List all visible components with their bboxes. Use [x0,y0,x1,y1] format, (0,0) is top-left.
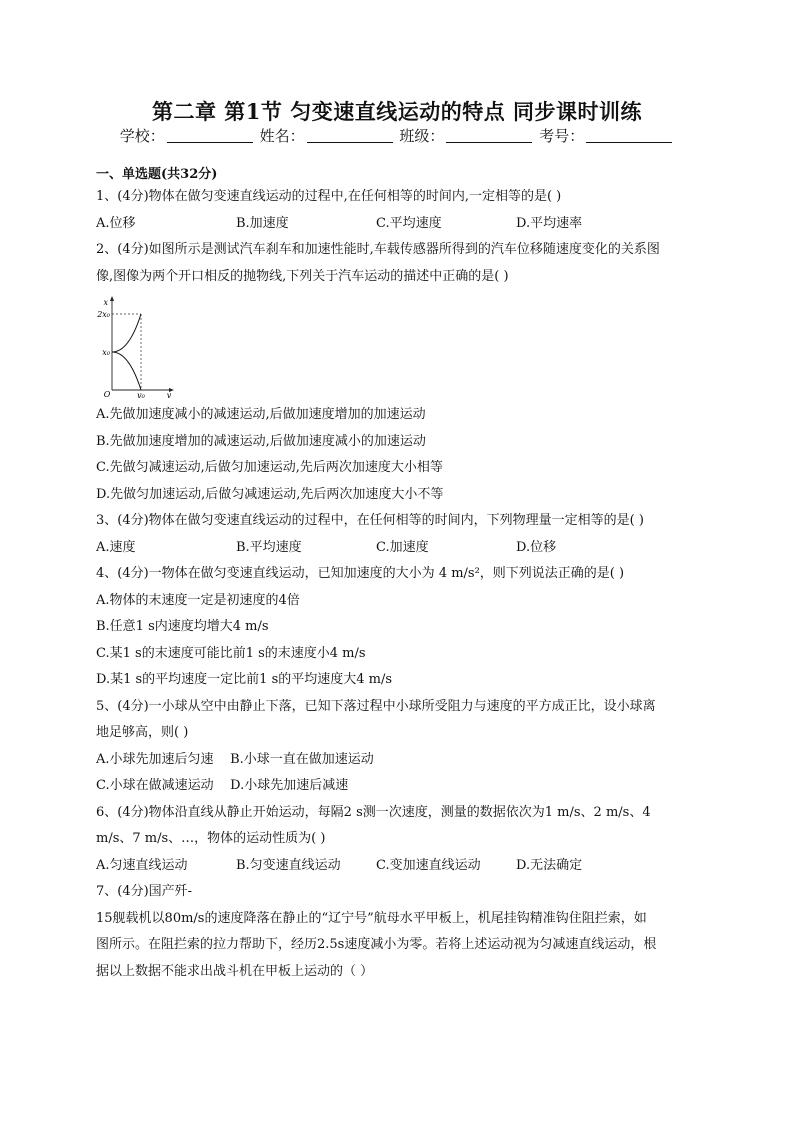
y-tick-x0: x₀ [102,348,110,357]
exam-number-blank [586,128,672,143]
option-b: B.小球一直在做加速运动 [230,751,374,767]
question-7-stem-line1: 7、(4分)国产歼- [96,884,193,899]
name-blank [307,128,393,143]
question-5-options-row2 [96,773,706,800]
question-3-stem: 3、(4分)物体在做匀变速直线运动的过程中，在任何相等的时间内，下列物理量一定相等的是( ) [96,513,644,528]
option-d: D.无法确定 [516,857,583,873]
x-axis-label: v [166,391,172,398]
class-label: 班级： [399,127,445,145]
y-tick-2x0: 2x₀ [97,310,110,319]
question-7-stem-line4: 据以上数据不能求出战斗机在甲板上运动的（ ） [96,963,374,979]
option-c: C.小球在做减速运动 [96,778,214,793]
option-c: C.加速度 [376,539,429,555]
option-d: D.位移 [516,539,557,555]
question-2-stem-line1: 2、(4分)如图所示是测试汽车刹车和加速性能时,车载传感器所得到的汽车位移随速度变化的关系图 [96,242,660,257]
question-5-stem-line2: 地足够高，则( ) [96,725,189,740]
question-4-option-c: C.某1 s的末速度可能比前1 s的末速度小4 m/s [96,645,366,661]
question-4-stem: 4、(4分)一物体在做匀变速直线运动，已知加速度的大小为 4 m/s²，则下列说法正确的是( ) [96,566,625,581]
question-2-option-b: B.先做加速度增加的减速运动,后做加速度减小的加速运动 [96,433,426,449]
option-a: A.小球先加速后匀速 [96,751,214,767]
question-4-option-a: A.物体的末速度一定是初速度的4倍 [96,592,300,608]
question-5-options-row1 [96,747,706,774]
option-a: A.匀速直线运动 [96,857,188,873]
section-heading: 一、单选题(共32分) [96,167,218,182]
x-tick-v0: v₀ [137,391,145,398]
question-6-stem-line2: m/s、7 m/s、…，物体的运动性质为( ) [96,831,326,846]
position-velocity-graph [96,294,706,398]
option-d: D.平均速率 [516,215,583,231]
option-a: A.速度 [96,539,136,555]
school-blank [167,128,253,143]
question-2-stem-line2: 像,图像为两个开口相反的抛物线,下列关于汽车运动的描述中正确的是( ) [96,268,509,284]
option-d: D.小球先加速后减速 [230,778,349,793]
option-c: C.平均速度 [376,215,442,231]
question-6-options [96,853,706,880]
exam-number-label: 考号： [539,127,585,145]
option-b: B.平均速度 [236,539,302,555]
name-label: 姓名： [259,127,305,145]
question-2-option-a: A.先做加速度减小的减速运动,后做加速度增加的加速运动 [96,407,426,422]
accelerating-curve [112,314,141,352]
question-1-options [96,211,706,238]
question-2-option-c: C.先做匀减速运动,后做匀加速运动,先后两次加速度大小相等 [96,460,443,475]
question-7-stem-line2: 15舰载机以80m/s的速度降落在静止的“辽宁号”航母水平甲板上，机尾挂钩精准钩住阻拦索，如 [96,910,647,926]
y-axis-label: x [103,298,108,307]
braking-curve [112,352,141,390]
question-4-option-b: B.任意1 s内速度均增大4 m/s [96,619,269,634]
question-5-stem-line1: 5、(4分)一小球从空中由静止下落，已知下落过程中小球所受阻力与速度的平方成正比，设小球离 [96,698,656,714]
y-axis-arrow-icon [110,296,114,301]
question-list [96,166,706,985]
question-4-option-d: D.某1 s的平均速度一定比前1 s的平均速度大4 m/s [96,672,393,687]
question-3-options [96,535,706,562]
question-2-option-d: D.先做匀加速运动,后做匀减速运动,先后两次加速度大小不等 [96,486,444,502]
student-info-row [0,125,794,146]
page-title: 第二章 第1节 匀变速直线运动的特点 同步课时训练 [151,99,643,124]
option-c: C.变加速直线运动 [376,857,481,873]
question-1-stem: 1、(4分)物体在做匀变速直线运动的过程中,在任何相等的时间内,一定相等的是( ) [96,189,562,204]
class-blank [446,128,532,143]
origin-label: O [103,390,111,398]
option-b: B.匀变速直线运动 [236,857,341,873]
option-b: B.加速度 [236,215,289,231]
question-6-stem-line1: 6、(4分)物体沿直线从静止开始运动，每隔2 s测一次速度，测量的数据依次为1 m/s、2 m/s、4 [96,804,651,820]
graph-svg [96,294,186,398]
question-7-stem-line3: 图所示。在阻拦索的拉力帮助下，经历2.5s速度减小为零。若将上述运动视为匀减速直线运动，根 [96,937,657,952]
option-a: A.位移 [96,215,136,231]
school-label: 学校： [119,127,165,145]
